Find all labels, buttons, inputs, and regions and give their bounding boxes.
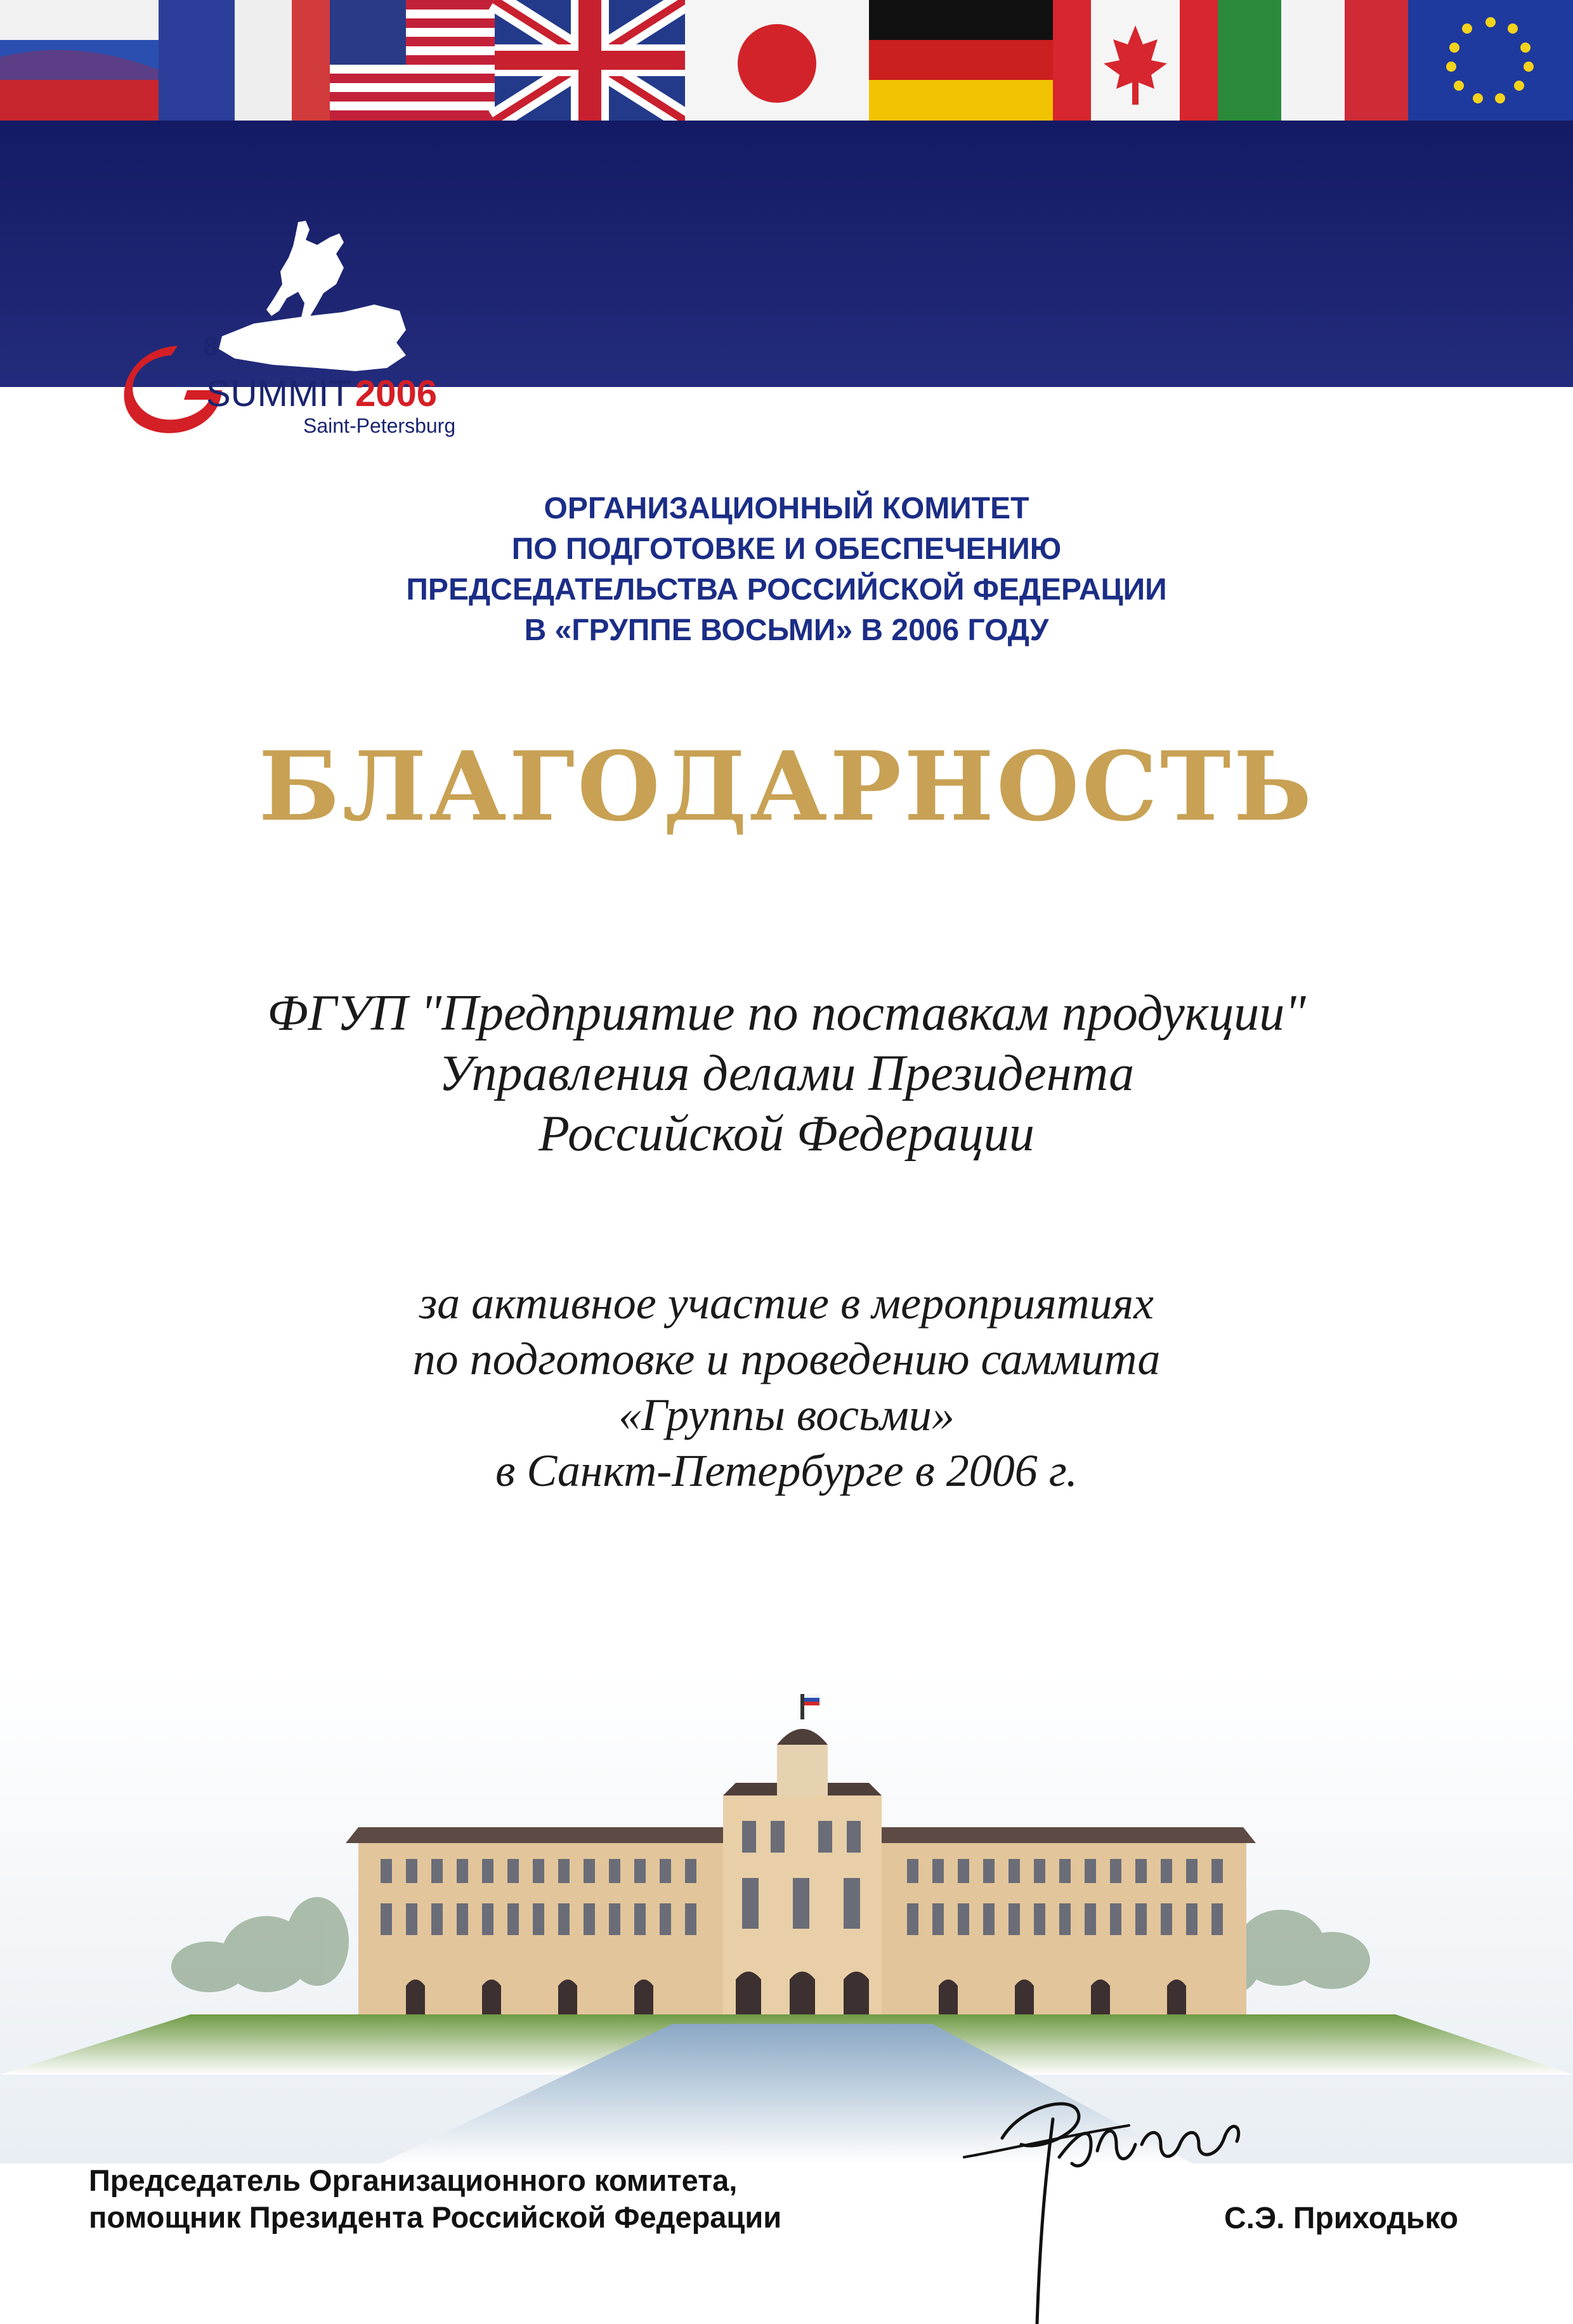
canada-flag-icon	[1053, 0, 1218, 121]
uk-flag-icon	[495, 0, 685, 121]
recipient-line: ФГУП "Предприятие по поставкам продукции"	[267, 985, 1306, 1041]
recipient-block	[89, 983, 1484, 1164]
usa-flag-icon	[330, 0, 495, 121]
reason-line: по подготовке и проведению саммита	[412, 1334, 1161, 1384]
signer-name: С.Э. Приходько	[1224, 2202, 1459, 2235]
organizer-header-line: В «ГРУППЕ ВОСЬМИ» В 2006 ГОДУ	[524, 614, 1049, 647]
organizer-header-line: ОРГАНИЗАЦИОННЫЙ КОМИТЕТ	[544, 492, 1029, 525]
signer-title-line: помощник Президента Российской Федерации	[89, 2200, 782, 2234]
signer-title	[89, 2162, 781, 2236]
reason-line: «Группы восьми»	[618, 1389, 955, 1440]
france-flag-icon	[159, 0, 330, 121]
italy-flag-icon	[1218, 0, 1408, 121]
japan-flag-icon	[685, 0, 869, 121]
organizer-header	[216, 489, 1357, 651]
g8-flags-banner	[0, 0, 1573, 121]
germany-flag-icon	[869, 0, 1053, 121]
logo-city-text: Saint-Petersburg	[303, 414, 456, 437]
reason-line: в Санкт-Петербурге в 2006 г.	[495, 1445, 1078, 1496]
g8-summit-logo	[108, 209, 488, 450]
document-title: БЛАГОДАРНОСТЬ	[258, 731, 1315, 843]
constantine-palace-image	[0, 1669, 1573, 2163]
organizer-header-line: ПРЕДСЕДАТЕЛЬСТВА РОССИЙСКОЙ ФЕДЕРАЦИИ	[406, 573, 1167, 607]
eu-flag-icon	[1408, 0, 1573, 121]
reason-block	[152, 1275, 1421, 1499]
signer-title-line: Председатель Организационного комитета,	[89, 2163, 738, 2197]
organizer-header-line: ПО ПОДГОТОВКЕ И ОБЕСПЕЧЕНИЮ	[511, 532, 1062, 566]
logo-mark: 8	[203, 331, 218, 361]
reason-line: за активное участие в мероприятиях	[419, 1278, 1154, 1329]
handwritten-signature	[926, 2068, 1256, 2324]
bronze-horseman-icon	[219, 221, 406, 371]
recipient-line: Управления делами Президента	[438, 1046, 1135, 1101]
recipient-line: Российской Федерации	[538, 1106, 1035, 1162]
russia-flag-icon	[0, 0, 159, 121]
logo-summit-text: SUMMIT	[206, 373, 351, 414]
logo-year-text: 2006	[355, 373, 438, 414]
